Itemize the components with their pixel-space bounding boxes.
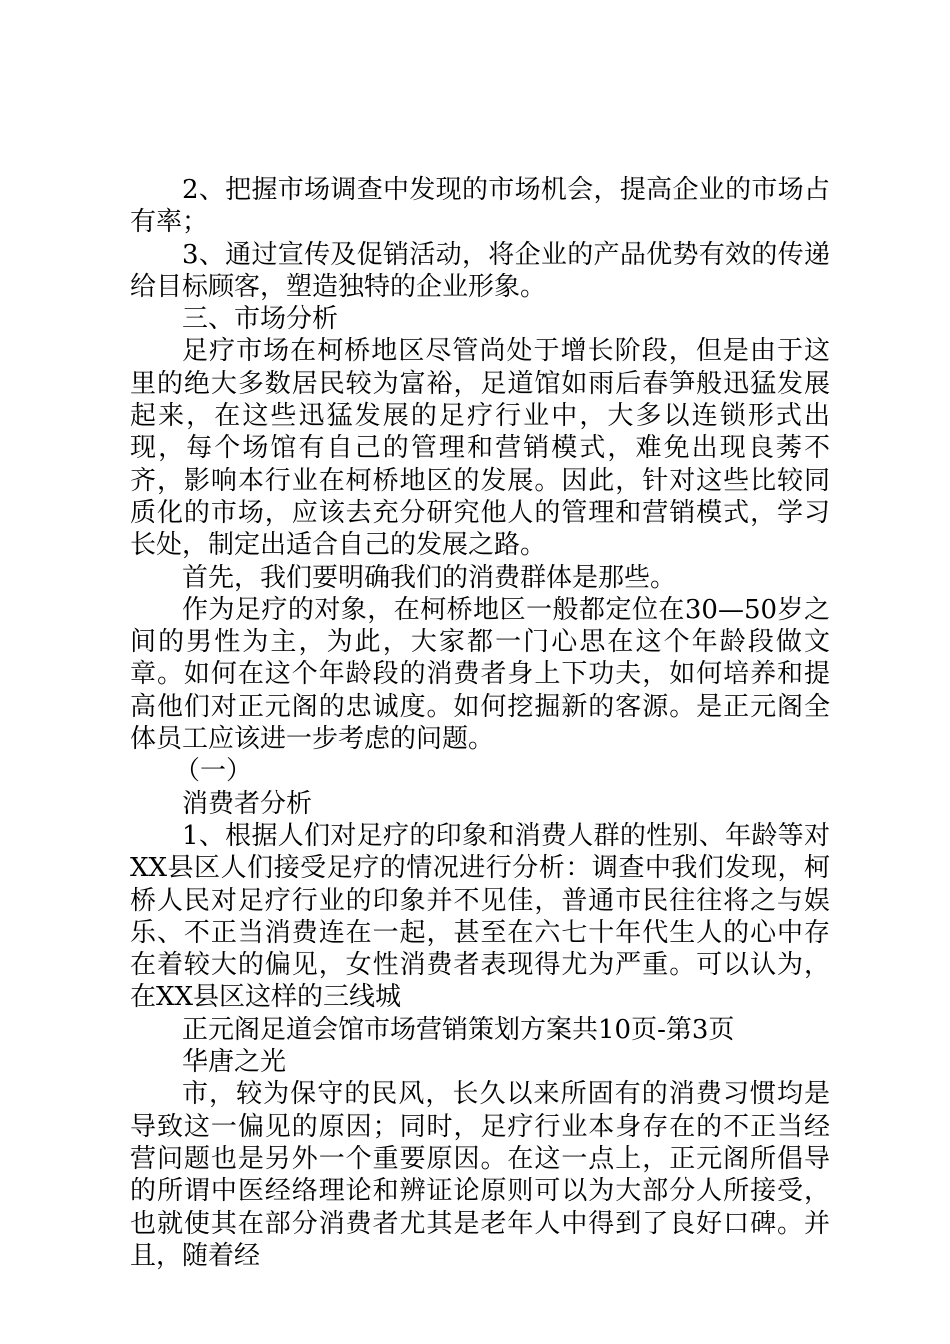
paragraph-target-audience: 作为足疗的对象，在柯桥地区一般都定位在30—50岁之间的男性为主，为此，大家都一门心思在这个年龄段做文章。如何在这个年龄段的消费者身上下功夫，如何培养和提高他们对正元阁的忠诚度。如何挖掘新的客源。是正元阁全体员工应该进一步考虑的问题。 xyxy=(130,594,830,755)
subheading-consumer-analysis: 消费者分析 xyxy=(182,788,313,819)
paragraph-consumer-perception: 1、根据人们对足疗的印象和消费人群的性别、年龄等对XX县区人们接受足疗的情况进行分析：调查中我们发现，柯桥人民对足疗行业的印象并不见佳，普通市民往往将之与娱乐、不正当消费连在一起，甚至在六七十年代生人的心中存在着较大的偏见，女性消费者表现得尤为严重。可以认为，在XX县区这样的三线城 xyxy=(130,820,830,1013)
paragraph-goal-2: 2、把握市场调查中发现的市场机会，提高企业的市场占有率； xyxy=(130,175,830,238)
paragraph-continuation: 市，较为保守的民风，长久以来所固有的消费习惯均是导致这一偏见的原因；同时，足疗行业本身存在的不正当经营问题也是另外一个重要原因。在这一点上，正元阁所倡导的所谓中医经络理论和辨证论原则可以为大部分人所接受，也就使其在部分消费者尤其是老年人中得到了良好口碑。并且，随着经 xyxy=(130,1079,830,1271)
page-footer-line: 正元阁足道会馆市场营销策划方案共10页-第3页 xyxy=(182,1014,735,1045)
watermark-line: 华唐之光 xyxy=(182,1047,287,1078)
paragraph-target-question: 首先，我们要明确我们的消费群体是那些。 xyxy=(182,562,677,593)
subheading-number: （一） xyxy=(174,756,253,787)
paragraph-market-overview: 足疗市场在柯桥地区尽管尚处于增长阶段，但是由于这里的绝大多数居民较为富裕，足道馆如雨后春笋般迅猛发展起来，在这些迅猛发展的足疗行业中，大多以连锁形式出现，每个场馆有自己的管理和营销模式，难免出现良莠不齐，影响本行业在柯桥地区的发展。因此，针对这些比较同质化的市场，应该去充分研究他人的管理和营销模式，学习长处，制定出适合自己的发展之路。 xyxy=(130,336,830,561)
paragraph-goal-3: 3、通过宣传及促销活动，将企业的产品优势有效的传递给目标顾客，塑造独特的企业形象。 xyxy=(130,239,830,302)
section-heading-market-analysis: 三、市场分析 xyxy=(182,304,339,335)
document-body xyxy=(130,174,830,1272)
